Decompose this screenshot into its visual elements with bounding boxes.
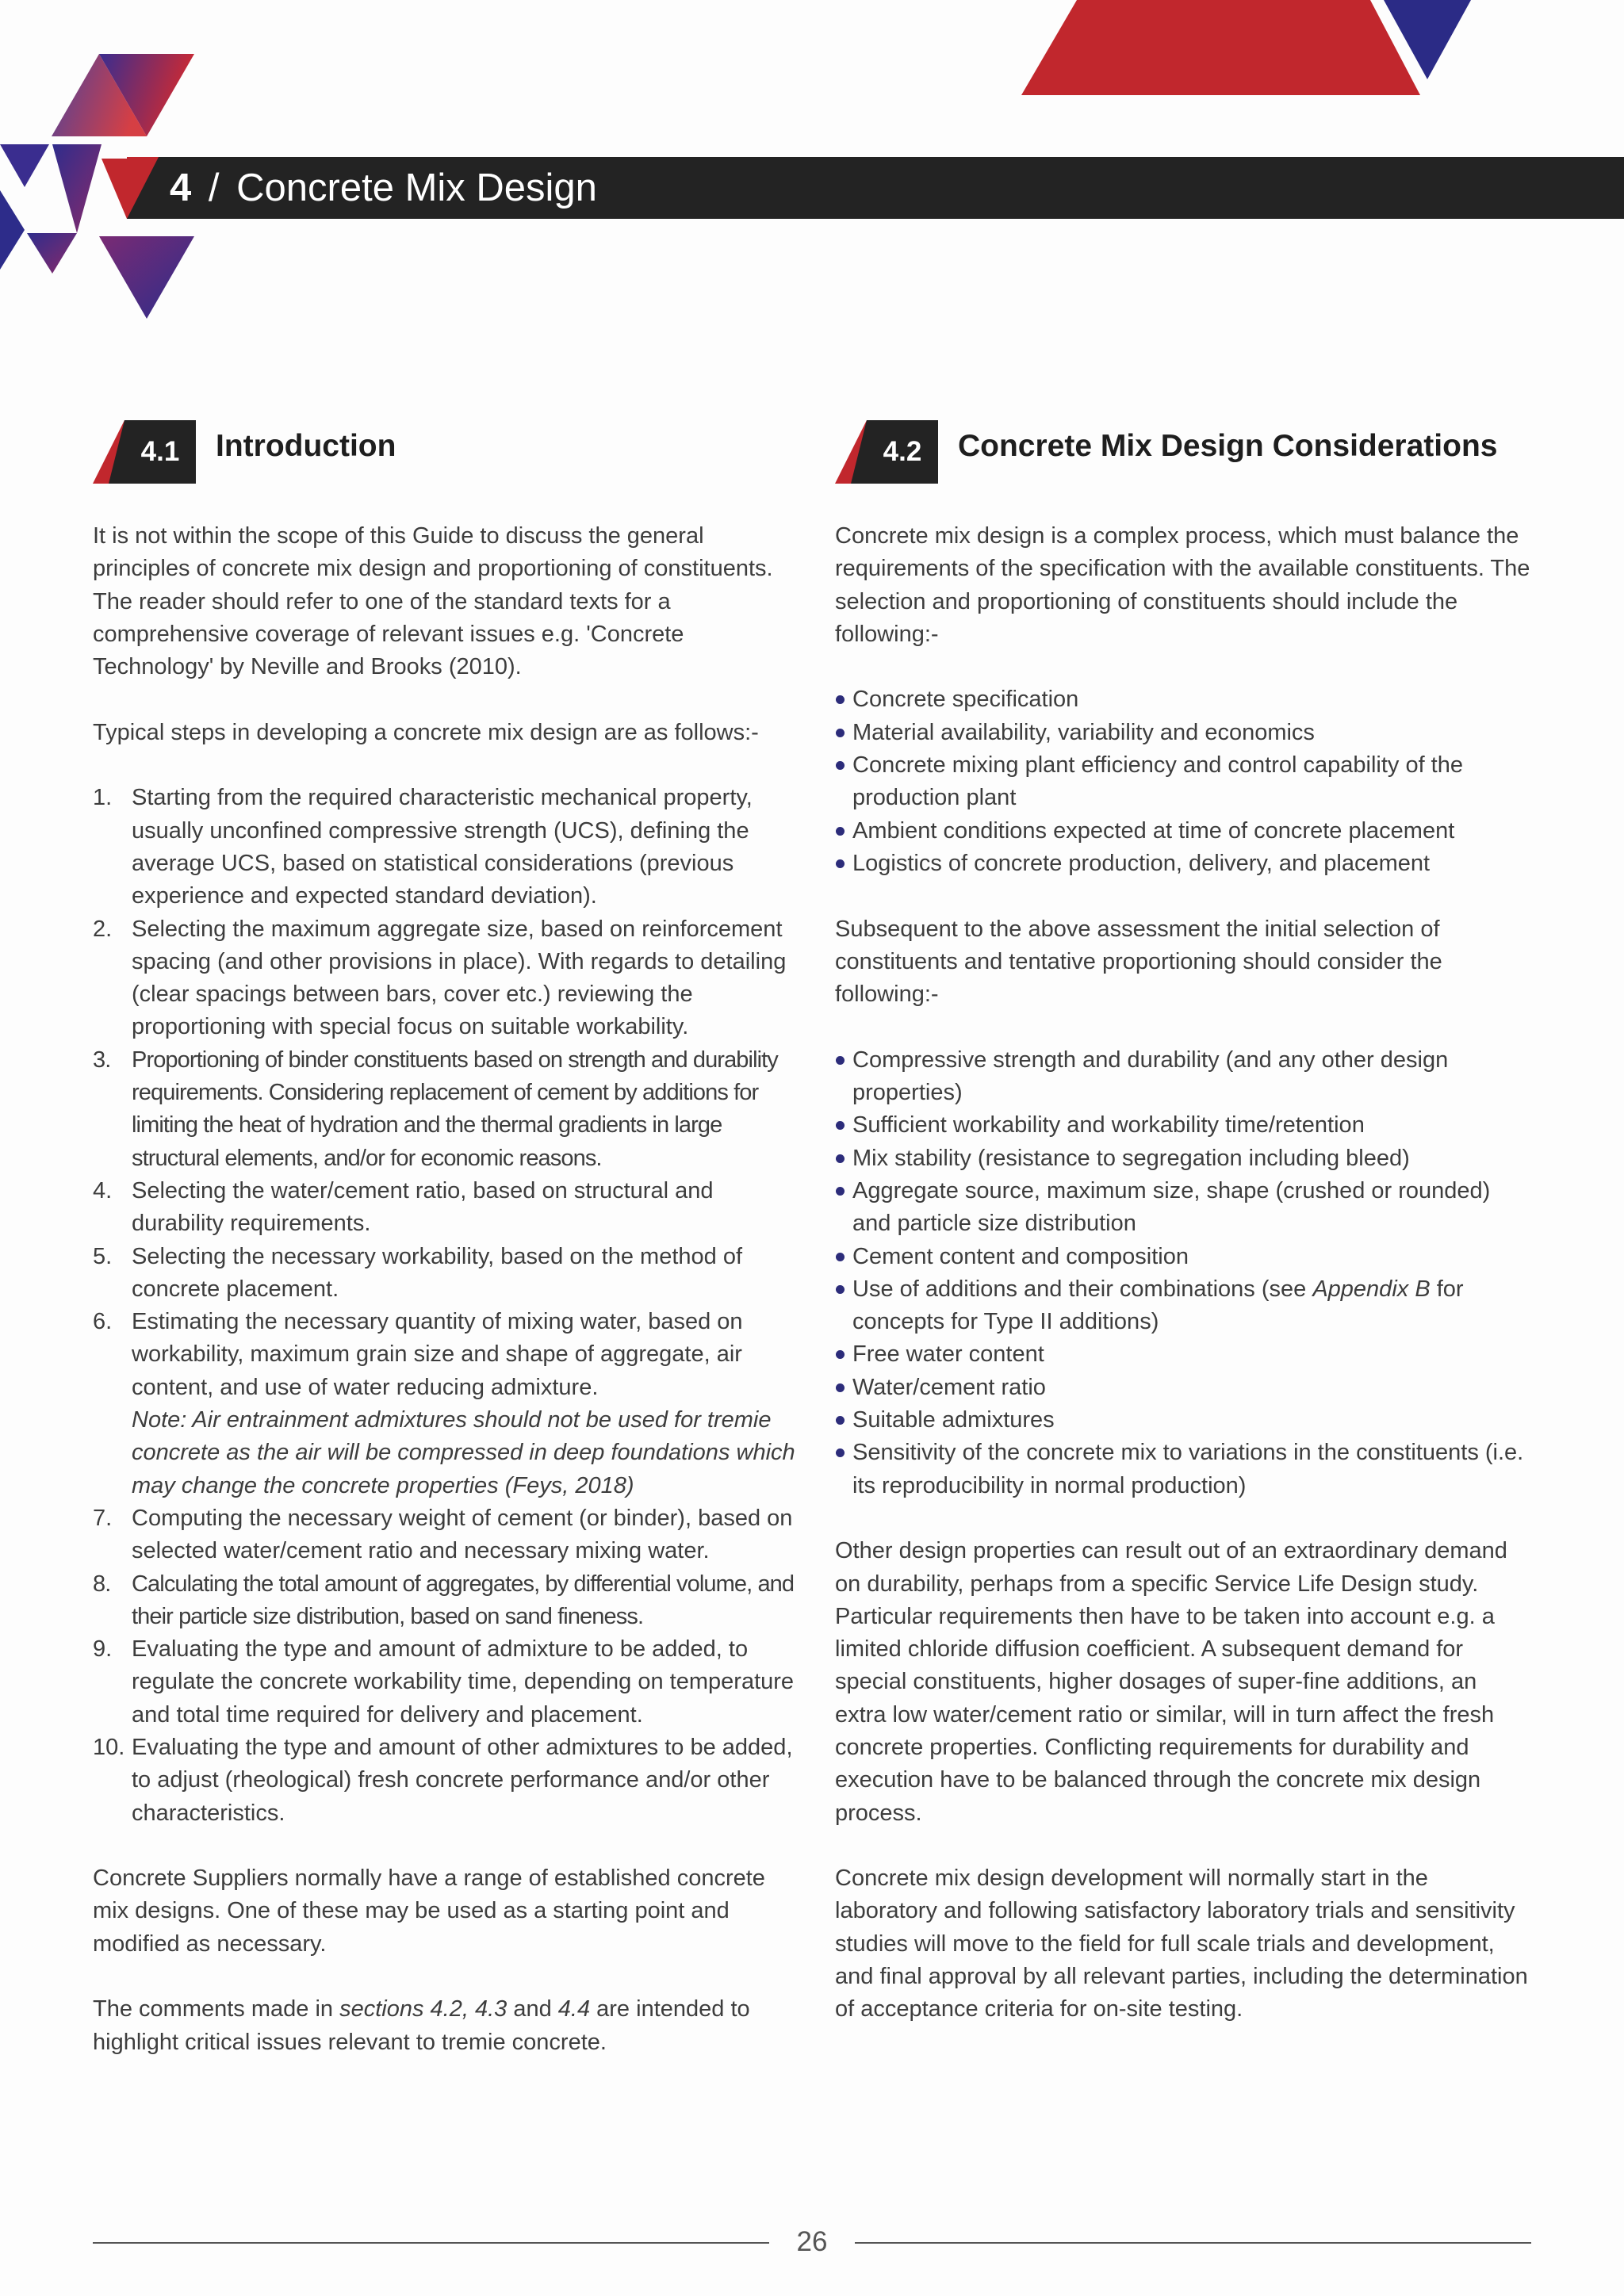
list-item: [835, 1273, 1533, 1339]
step-text: Selecting the necessary workability, based on the method of concrete placement.: [132, 1243, 743, 1302]
right-column: [835, 420, 1533, 2059]
section-number: 4.2: [883, 436, 922, 467]
step-text: Estimating the necessary quantity of mixing water, based on workability, maximum grain size and shape of aggregate, air content, and use of water reducing admixture.: [132, 1309, 743, 1400]
step-number: 5.: [93, 1243, 113, 1269]
list-item: Material availability, variability and economics: [835, 717, 1533, 749]
step-text: Selecting the maximum aggregate size, based on reinforcement spacing (and other provisions in place). With regards to detailing (clear spacings between bars, cover etc.) reviewing the proportioning with special focus on suitable workability.: [132, 916, 787, 1040]
list-item: Logistics of concrete production, delivery, and placement: [835, 848, 1533, 880]
development-paragraph: Concrete mix design development will normally start in the laboratory and following satisfactory laboratory trials and sensitivity studies will move to the field for full scale trials and development, and final approval by all relevant parties, including the determination of acceptance criteria for on-site testing.: [835, 1866, 1528, 2022]
step-text: Calculating the total amount of aggregates, by differential volume, and their particle size distribution, based on sand fineness.: [132, 1571, 795, 1629]
list-item: Concrete mixing plant efficiency and control capability of the production plant: [835, 749, 1533, 815]
step-number: 3.: [93, 1047, 111, 1073]
list-item: Free water content: [835, 1338, 1533, 1371]
step-note: Note: Air entrainment admixtures should not be used for tremie concrete as the air will be compressed in deep foundations which may change the concrete properties (Feys, 2018): [132, 1407, 795, 1498]
step-number: 9.: [93, 1636, 113, 1663]
step-text: Selecting the water/cement ratio, based on structural and durability requirements.: [132, 1177, 714, 1237]
section-number: 4.1: [140, 436, 180, 467]
list-item: [93, 1633, 799, 1732]
steps-list: [93, 782, 799, 1830]
list-item: Sufficient workability and workability time/retention: [835, 1109, 1533, 1142]
section-heading-considerations: [835, 420, 1533, 484]
comments-text: and: [507, 1996, 558, 2022]
section-title: Introduction: [216, 429, 396, 463]
list-item: Mix stability (resistance to segregation including bleed): [835, 1142, 1533, 1175]
chapter-separator: /: [208, 166, 220, 209]
list-item: Compressive strength and durability (and any other design properties): [835, 1044, 1533, 1110]
list-item: [93, 913, 799, 1044]
step-text: Computing the necessary weight of cement (or binder), based on selected water/cement ratio and necessary mixing water.: [132, 1505, 793, 1564]
comments-paragraph: [93, 1993, 799, 2059]
list-item: [93, 1044, 799, 1175]
step-text: Evaluating the type and amount of admixture to be added, to regulate the concrete workability time, depending on temperature and total time required for delivery and placement.: [132, 1636, 795, 1728]
chapter-name: Concrete Mix Design: [236, 166, 597, 209]
comments-text: are intended to highlight critical issues relevant to tremie concrete.: [93, 1996, 750, 2055]
step-number: 4.: [93, 1177, 113, 1203]
list-item: [93, 782, 799, 913]
suppliers-paragraph: Concrete Suppliers normally have a range of established concrete mix designs. One of these may be used as a starting point and modified as necessary.: [93, 1866, 765, 1957]
considerations-list-2: [835, 1044, 1533, 1502]
footer-rule-left: [93, 2242, 769, 2244]
step-number: 8.: [93, 1571, 111, 1597]
additions-text: for concepts for Type II additions): [852, 1276, 1464, 1335]
other-properties-paragraph: Other design properties can result out of an extraordinary demand on durability, perhaps from a specific Service Life Design study. Particular requirements then have to be taken into account e.g. a limited chloride diffusion coefficient. A subsequent demand for special constituents, higher dosages of super-fine additions, an extra low water/cement ratio or similar, will in turn affect the fresh concrete properties. Conflicting requirements for durability and execution have to be balanced through the concrete mix design process.: [835, 1538, 1507, 1826]
appendix-ref: Appendix B: [1312, 1276, 1431, 1302]
page-number: 26: [796, 2226, 828, 2257]
section-title: Concrete Mix Design Considerations: [958, 429, 1498, 463]
left-column: [93, 420, 799, 2091]
comments-text: The comments made in: [93, 1996, 340, 2022]
decorative-shapes-right: [0, 0, 1624, 103]
header-accent-icon: [0, 0, 174, 230]
step-text: Starting from the required characteristic mechanical property, usually unconfined compressive strength (UCS), defining the average UCS, based on statistical considerations (previous experience and expected standard deviation).: [132, 785, 753, 909]
list-item: Concrete specification: [835, 683, 1533, 716]
step-text: Evaluating the type and amount of other admixtures to be added, to adjust (rheological) fresh concrete performance and/or other characteristics.: [132, 1734, 793, 1826]
list-item: [93, 1241, 799, 1307]
comments-section-ref: sections 4.2, 4.3: [339, 1996, 508, 2022]
list-item: Water/cement ratio: [835, 1372, 1533, 1404]
step-number: 1.: [93, 785, 113, 811]
subsequent-paragraph: Subsequent to the above assessment the initial selection of constituents and tentative proportioning should consider the following:-: [835, 916, 1442, 1008]
section-heading-introduction: [93, 420, 799, 484]
comments-section-ref: 4.4: [557, 1996, 591, 2022]
additions-text: Use of additions and their combinations (see: [852, 1276, 1313, 1302]
step-number: 2.: [93, 916, 113, 942]
considerations-list-1: [835, 683, 1533, 880]
footer-rule-right: [855, 2242, 1531, 2244]
list-item: Cement content and composition: [835, 1241, 1533, 1273]
considerations-intro: Concrete mix design is a complex process, which must balance the requirements of the specification with the available constituents. The selection and proportioning of constituents should include the following:-: [835, 523, 1530, 647]
list-item: [93, 1175, 799, 1241]
list-item: Aggregate source, maximum size, shape (crushed or rounded) and particle size distribution: [835, 1175, 1533, 1241]
list-item: [93, 1568, 799, 1634]
intro-paragraph: It is not within the scope of this Guide to discuss the general principles of concrete mix design and proportioning of constituents. The reader should refer to one of the standard texts for a comprehensive coverage of relevant issues e.g. 'Concrete Technology' by Neville and Brooks (2010).: [93, 523, 773, 680]
chapter-title: [170, 157, 597, 219]
list-item: [93, 1502, 799, 1568]
chapter-number: 4: [170, 166, 192, 209]
steps-intro: Typical steps in developing a concrete mix design are as follows:-: [93, 719, 759, 745]
list-item: Sensitivity of the concrete mix to variations in the constituents (i.e. its reproducibility in normal production): [835, 1437, 1533, 1502]
step-number: 7.: [93, 1505, 113, 1531]
list-item: Ambient conditions expected at time of concrete placement: [835, 815, 1533, 848]
step-number: 6.: [93, 1309, 113, 1335]
step-text: Proportioning of binder constituents based on strength and durability requirements. Considering replacement of cement by additions for limiting the heat of hydration and the thermal gradients in large structural elements, and/or for economic reasons.: [132, 1047, 778, 1171]
list-item: [93, 1306, 799, 1502]
list-item: [93, 1732, 799, 1830]
step-number: 10.: [93, 1734, 125, 1760]
list-item: Suitable admixtures: [835, 1404, 1533, 1437]
